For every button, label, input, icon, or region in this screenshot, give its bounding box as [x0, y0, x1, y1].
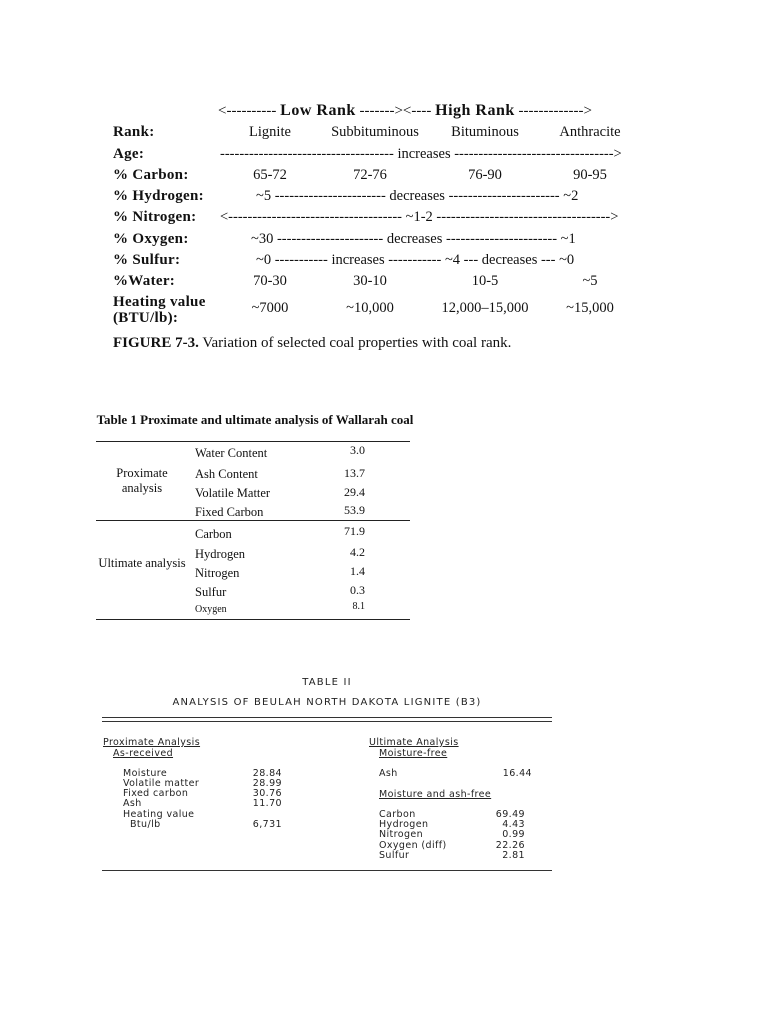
- table2-right-item: Sulfur: [379, 850, 410, 861]
- table1-item: Water Content: [195, 446, 268, 460]
- table2-right-value: 2.81: [502, 850, 525, 861]
- table1-value: 0.3: [350, 583, 365, 597]
- table1-value: 3.0: [350, 443, 365, 457]
- table1-mid-rule: [96, 520, 410, 521]
- table2-left-value: 11.70: [252, 798, 282, 809]
- table2-left-value: 30.76: [252, 788, 282, 799]
- table1-item: Fixed Carbon: [195, 505, 264, 519]
- carbon-lignite: 65-72: [253, 167, 287, 183]
- table2-right-item: Hydrogen: [379, 819, 429, 830]
- table2-right-value: 4.43: [502, 819, 525, 830]
- table1-top-rule: [96, 441, 410, 442]
- table2-left-item: Moisture: [123, 768, 168, 779]
- low-rank-label: Low Rank: [280, 102, 356, 119]
- high-rank-label: High Rank: [435, 102, 515, 119]
- table1-title: Table 1 Proximate and ultimate analysis of Wallarah coal: [96, 412, 414, 427]
- heating-subbituminous: ~10,000: [346, 300, 394, 316]
- rank-bituminous: Bituminous: [451, 124, 519, 140]
- nitrogen-trend: <------------------------------------ ~1-2 ------------------------------------>: [220, 209, 619, 225]
- table1-value: 8.1: [352, 601, 365, 612]
- table2-ash-label: Ash: [379, 768, 398, 779]
- table2-left-item: Ash: [123, 798, 142, 809]
- carbon-bituminous: 76-90: [468, 167, 502, 183]
- table2-title: ANALYSIS OF BEULAH NORTH DAKOTA LIGNITE (B3): [172, 697, 482, 708]
- table1-value: 53.9: [344, 503, 365, 517]
- table2-left-item: Heating value: [123, 809, 195, 820]
- row-label-rank: Rank:: [113, 124, 155, 140]
- table1-value: 4.2: [350, 545, 365, 559]
- rank-anthracite: Anthracite: [559, 124, 621, 140]
- caption-text: Variation of selected coal properties with coal rank.: [202, 335, 512, 351]
- carbon-subbituminous: 72-76: [353, 167, 387, 183]
- table1-value: 71.9: [344, 524, 365, 538]
- table1-item: Carbon: [195, 527, 232, 541]
- table1-value: 13.7: [344, 466, 365, 480]
- table1-item: Volatile Matter: [195, 486, 271, 500]
- table2-right-value: 0.99: [502, 829, 525, 840]
- table2-ash-value: 16.44: [502, 768, 532, 779]
- proximate-group-label: Proximate analysis: [116, 466, 168, 495]
- table2-right-item: Carbon: [379, 809, 416, 820]
- row-label-carbon: % Carbon:: [113, 167, 189, 183]
- as-received-heading: As-received: [113, 748, 174, 759]
- water-subbituminous: 30-10: [353, 273, 387, 289]
- table2-left-item: Btu/lb: [130, 819, 161, 830]
- ultimate-group-label: Ultimate analysis: [98, 556, 186, 570]
- low-rank-arrow: <----------: [218, 103, 277, 119]
- hydrogen-trend: ~5 ----------------------- decreases ----------------------- ~2: [256, 188, 579, 204]
- age-trend: ------------------------------------ increases --------------------------------->: [220, 146, 622, 162]
- figure-caption: [113, 335, 511, 352]
- heating-bituminous: 12,000–15,000: [441, 300, 529, 316]
- table1-item: Nitrogen: [195, 566, 240, 580]
- rank-lignite: Lignite: [249, 124, 291, 140]
- table1-item: Oxygen: [195, 604, 227, 615]
- row-label-heating-value: Heating value (BTU/lb):: [113, 294, 206, 326]
- table1-item: Sulfur: [195, 585, 227, 599]
- table2-left-value: 6,731: [252, 819, 282, 830]
- table2-right-value: 22.26: [495, 840, 525, 851]
- moisture-ash-free-heading: Moisture and ash-free: [379, 789, 492, 800]
- water-bituminous: 10-5: [471, 273, 499, 289]
- table1-value: 29.4: [344, 485, 365, 499]
- oxygen-trend: ~30 ---------------------- decreases ----------------------- ~1: [251, 231, 576, 247]
- table1-bottom-rule: [96, 619, 410, 620]
- caption-label: FIGURE 7-3.: [113, 335, 199, 351]
- sulfur-trend: ~0 ----------- increases ----------- ~4 --- decreases --- ~0: [256, 252, 575, 268]
- table2-left-item: Fixed carbon: [123, 788, 189, 799]
- mid-arrows: -------><----: [359, 103, 432, 119]
- row-label-oxygen: % Oxygen:: [113, 231, 189, 247]
- table2-bottom-rule: [102, 870, 552, 871]
- moisture-free-heading: Moisture-free: [379, 748, 448, 759]
- rank-subbituminous: Subbituminous: [331, 124, 419, 140]
- proximate-heading: Proximate Analysis: [103, 737, 201, 748]
- table1-value: 1.4: [350, 564, 365, 578]
- ultimate-heading: Ultimate Analysis: [369, 737, 459, 748]
- table2-right-value: 69.49: [495, 809, 525, 820]
- table2-top-rule-1: [102, 717, 552, 718]
- table2-left-value: 28.99: [252, 778, 282, 789]
- row-label-age: Age:: [113, 146, 145, 162]
- water-lignite: 70-30: [253, 273, 287, 289]
- table2-left-item: Volatile matter: [123, 778, 200, 789]
- table2-number: TABLE II: [302, 677, 352, 688]
- table2-top-rule-2: [102, 721, 552, 722]
- row-label-nitrogen: % Nitrogen:: [113, 209, 197, 225]
- row-label-hydrogen: % Hydrogen:: [113, 188, 204, 204]
- table1-item: Hydrogen: [195, 547, 245, 561]
- water-anthracite: ~5: [582, 273, 598, 289]
- heating-lignite: ~7000: [251, 300, 289, 316]
- table2-left-value: 28.84: [252, 768, 282, 779]
- table2-right-item: Nitrogen: [379, 829, 424, 840]
- heating-anthracite: ~15,000: [566, 300, 614, 316]
- table1-item: Ash Content: [195, 467, 258, 481]
- rank-header: [218, 102, 592, 120]
- table2-right-item: Oxygen (diff): [379, 840, 447, 851]
- row-label-sulfur: % Sulfur:: [113, 252, 181, 268]
- high-rank-arrow: ------------->: [518, 103, 592, 119]
- carbon-anthracite: 90-95: [573, 167, 607, 183]
- row-label-water: %Water:: [113, 273, 176, 289]
